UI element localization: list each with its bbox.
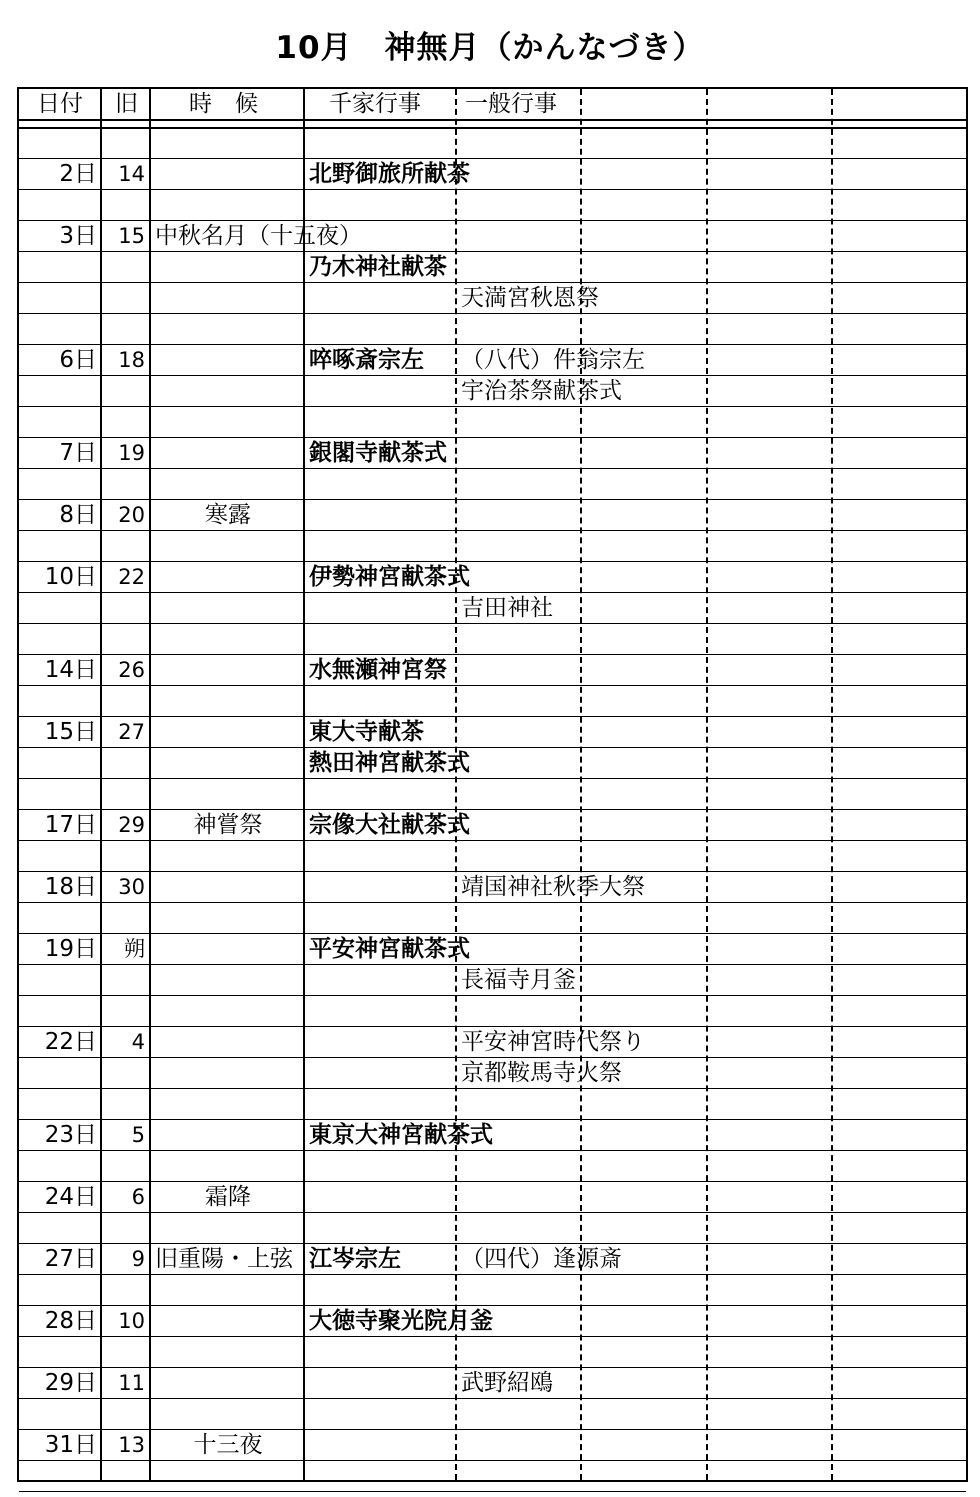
table-row — [19, 1057, 966, 1089]
general-event-cell: 平安神宮時代祭り — [461, 1029, 645, 1055]
senke-event-cell: 宗像大社献茶式 — [309, 812, 470, 838]
old-calendar-cell — [103, 1274, 145, 1305]
season-cell: 十三夜 — [193, 1432, 263, 1458]
table-row — [19, 933, 966, 965]
season-cell — [153, 747, 303, 778]
day-cell: 14日 — [44, 657, 97, 683]
senke-event-cell: 平安神宮献茶式 — [309, 936, 470, 962]
old-calendar-cell — [103, 1088, 145, 1119]
senke-event-cell: 東京大神宮献茶式 — [309, 1122, 493, 1148]
old-calendar-cell — [103, 189, 145, 220]
day-cell — [19, 530, 97, 561]
calendar-table — [17, 87, 968, 1482]
col-line — [303, 89, 305, 1480]
old-calendar-cell — [103, 1150, 145, 1181]
season-cell — [153, 158, 303, 189]
table-row — [19, 623, 966, 655]
senke-event-cell: 銀閣寺献茶式 — [309, 440, 447, 466]
table-row — [19, 1212, 966, 1244]
header-season: 時 候 — [189, 91, 258, 117]
general-event-cell: 武野紹鴎 — [461, 1370, 553, 1396]
season-cell — [153, 716, 303, 747]
season-cell — [153, 1150, 303, 1181]
season-cell — [153, 468, 303, 499]
header-senke: 千家行事 — [329, 91, 421, 117]
table-row — [19, 840, 966, 872]
senke-event-cell: 大徳寺聚光院月釜 — [309, 1308, 493, 1334]
day-cell: 23日 — [44, 1122, 97, 1148]
table-row — [19, 406, 966, 438]
season-cell — [153, 592, 303, 623]
day-cell: 22日 — [44, 1029, 97, 1055]
senke-event-cell: 東大寺献茶 — [309, 719, 424, 745]
day-cell — [19, 902, 97, 933]
table-row — [19, 127, 966, 159]
table-row — [19, 1429, 966, 1461]
season-cell — [153, 654, 303, 685]
old-calendar-cell — [103, 1212, 145, 1243]
table-row — [19, 747, 966, 779]
general-event-cell: 靖国神社秋季大祭 — [461, 874, 645, 900]
season-cell — [153, 282, 303, 313]
general-event-cell: （四代）逢源斎 — [461, 1246, 622, 1272]
table-row — [19, 778, 966, 810]
general-event-cell: 吉田神社 — [461, 595, 553, 621]
day-cell — [19, 1057, 97, 1088]
day-cell — [19, 840, 97, 871]
day-cell: 27日 — [44, 1246, 97, 1272]
table-row — [19, 1398, 966, 1430]
season-cell — [153, 902, 303, 933]
old-calendar-cell — [103, 468, 145, 499]
senke-event-cell: 啐啄斎宗左 — [309, 347, 424, 373]
old-calendar-cell — [103, 1398, 145, 1429]
senke-event-cell: 江岑宗左 — [309, 1246, 401, 1272]
old-calendar-cell: 11 — [118, 1371, 145, 1395]
day-cell — [19, 313, 97, 344]
season-cell — [153, 437, 303, 468]
season-cell — [153, 127, 303, 158]
old-calendar-cell — [103, 375, 145, 406]
day-cell: 10日 — [44, 564, 97, 590]
col-line-dashed — [706, 89, 708, 1480]
old-calendar-cell: 26 — [118, 658, 145, 682]
page-title: 10月 神無月（かんなづき） — [275, 30, 705, 66]
old-calendar-cell: 29 — [118, 813, 145, 837]
table-row — [19, 437, 966, 469]
day-cell — [19, 1088, 97, 1119]
season-cell: 旧重陽・上弦 — [155, 1246, 293, 1272]
season-cell — [153, 623, 303, 654]
day-cell: 6日 — [59, 347, 97, 373]
old-calendar-cell — [103, 747, 145, 778]
table-row — [19, 251, 966, 283]
old-calendar-cell — [103, 282, 145, 313]
old-calendar-cell — [103, 1057, 145, 1088]
general-event-cell: 天満宮秋恩祭 — [461, 285, 599, 311]
day-cell: 7日 — [59, 440, 97, 466]
season-cell — [153, 313, 303, 344]
day-cell: 24日 — [44, 1184, 97, 1210]
old-calendar-cell: 14 — [118, 162, 145, 186]
table-row — [19, 716, 966, 748]
old-calendar-cell — [103, 251, 145, 282]
old-calendar-cell — [103, 1460, 145, 1491]
day-cell — [19, 1336, 97, 1367]
table-row — [19, 654, 966, 686]
table-row — [19, 902, 966, 934]
season-cell — [153, 995, 303, 1026]
old-calendar-cell: 6 — [131, 1185, 145, 1209]
table-row — [19, 995, 966, 1027]
season-cell — [153, 778, 303, 809]
season-cell: 中秋名月（十五夜） — [155, 223, 362, 249]
table-row — [19, 1181, 966, 1213]
senke-event-cell: 乃木神社献茶 — [309, 254, 447, 280]
old-calendar-cell: 13 — [118, 1433, 145, 1457]
old-calendar-cell: 30 — [118, 875, 145, 899]
season-cell — [153, 406, 303, 437]
season-cell — [153, 1119, 303, 1150]
day-cell: 3日 — [59, 223, 97, 249]
day-cell — [19, 468, 97, 499]
day-cell — [19, 592, 97, 623]
table-row — [19, 1243, 966, 1275]
header-day: 日付 — [37, 91, 83, 117]
senke-event-cell: 伊勢神宮献茶式 — [309, 564, 470, 590]
season-cell: 神嘗祭 — [193, 812, 263, 838]
day-cell — [19, 778, 97, 809]
season-cell — [153, 1398, 303, 1429]
table-row — [19, 468, 966, 500]
col-line-dashed — [580, 89, 582, 1480]
old-calendar-cell — [103, 778, 145, 809]
old-calendar-cell — [103, 1336, 145, 1367]
table-row — [19, 1305, 966, 1337]
day-cell — [19, 964, 97, 995]
day-cell: 29日 — [44, 1370, 97, 1396]
table-row — [19, 1367, 966, 1399]
season-cell — [153, 530, 303, 561]
season-cell — [153, 685, 303, 716]
table-row — [19, 592, 966, 624]
day-cell: 31日 — [44, 1432, 97, 1458]
col-line — [100, 89, 102, 1480]
season-cell — [153, 964, 303, 995]
day-cell — [19, 1150, 97, 1181]
day-cell — [19, 189, 97, 220]
day-cell — [19, 282, 97, 313]
col-line-dashed — [455, 89, 457, 1480]
season-cell — [153, 933, 303, 964]
table-row — [19, 1119, 966, 1151]
day-cell — [19, 251, 97, 282]
old-calendar-cell: 20 — [118, 503, 145, 527]
season-cell — [153, 561, 303, 592]
table-row — [19, 375, 966, 407]
season-cell — [153, 840, 303, 871]
day-cell: 18日 — [44, 874, 97, 900]
table-row — [19, 189, 966, 221]
day-cell — [19, 406, 97, 437]
old-calendar-cell — [103, 685, 145, 716]
col-line-dashed — [831, 89, 833, 1480]
day-cell — [19, 1460, 97, 1491]
old-calendar-cell: 10 — [118, 1309, 145, 1333]
season-cell — [153, 1057, 303, 1088]
senke-event-cell: 水無瀬神宮祭 — [309, 657, 447, 683]
table-row — [19, 344, 966, 376]
season-cell — [153, 344, 303, 375]
table-row — [19, 530, 966, 562]
season-cell — [153, 375, 303, 406]
old-calendar-cell — [103, 530, 145, 561]
old-calendar-cell — [103, 406, 145, 437]
table-row — [19, 964, 966, 996]
table-row — [19, 499, 966, 531]
general-event-cell: 長福寺月釜 — [461, 967, 576, 993]
day-cell — [19, 1274, 97, 1305]
season-cell: 寒露 — [205, 502, 251, 528]
table-row — [19, 1336, 966, 1368]
old-calendar-cell: 9 — [131, 1247, 145, 1271]
general-event-cell: 京都鞍馬寺火祭 — [461, 1060, 622, 1086]
day-cell: 2日 — [59, 161, 97, 187]
table-row — [19, 1088, 966, 1120]
day-cell — [19, 375, 97, 406]
season-cell — [153, 1212, 303, 1243]
day-cell: 19日 — [44, 936, 97, 962]
old-calendar-cell — [103, 964, 145, 995]
table-row — [19, 1150, 966, 1182]
day-cell: 17日 — [44, 812, 97, 838]
old-calendar-cell — [103, 592, 145, 623]
old-calendar-cell: 18 — [118, 348, 145, 372]
day-cell — [19, 685, 97, 716]
senke-event-cell: 熱田神宮献茶式 — [309, 750, 470, 776]
general-event-cell: 宇治茶祭献茶式 — [461, 378, 622, 404]
day-cell — [19, 1398, 97, 1429]
day-cell — [19, 1212, 97, 1243]
season-cell — [153, 251, 303, 282]
senke-event-cell: 北野御旅所献茶 — [309, 161, 470, 187]
season-cell — [153, 871, 303, 902]
old-calendar-cell — [103, 313, 145, 344]
day-cell — [19, 127, 97, 158]
day-cell: 15日 — [44, 719, 97, 745]
table-row — [19, 220, 966, 252]
old-calendar-cell — [103, 623, 145, 654]
old-calendar-cell — [103, 902, 145, 933]
old-calendar-cell: 5 — [131, 1123, 145, 1147]
season-cell — [153, 1460, 303, 1491]
header-old: 旧 — [115, 91, 138, 117]
table-row — [19, 561, 966, 593]
season-cell — [153, 1026, 303, 1057]
table-row — [19, 685, 966, 717]
table-row — [19, 1460, 966, 1492]
table-row — [19, 871, 966, 903]
old-calendar-cell — [103, 127, 145, 158]
old-calendar-cell: 19 — [118, 441, 145, 465]
table-row — [19, 1274, 966, 1306]
table-row — [19, 282, 966, 314]
old-calendar-cell: 15 — [118, 224, 145, 248]
old-calendar-cell: 朔 — [124, 937, 145, 961]
old-calendar-cell — [103, 995, 145, 1026]
table-row — [19, 809, 966, 841]
season-cell — [153, 1336, 303, 1367]
header-general: 一般行事 — [465, 91, 557, 117]
table-row — [19, 1026, 966, 1058]
season-cell — [153, 1088, 303, 1119]
season-cell — [153, 189, 303, 220]
season-cell — [153, 1305, 303, 1336]
day-cell — [19, 995, 97, 1026]
old-calendar-cell: 4 — [131, 1030, 145, 1054]
col-line — [149, 89, 151, 1480]
table-row — [19, 158, 966, 190]
season-cell — [153, 1274, 303, 1305]
old-calendar-cell — [103, 840, 145, 871]
season-cell — [153, 1367, 303, 1398]
table-row — [19, 313, 966, 345]
day-cell: 8日 — [59, 502, 97, 528]
general-event-cell: （八代）件翁宗左 — [461, 347, 645, 373]
old-calendar-cell: 22 — [118, 565, 145, 589]
season-cell: 霜降 — [205, 1184, 251, 1210]
day-cell — [19, 623, 97, 654]
old-calendar-cell: 27 — [118, 720, 145, 744]
day-cell: 28日 — [44, 1308, 97, 1334]
day-cell — [19, 747, 97, 778]
